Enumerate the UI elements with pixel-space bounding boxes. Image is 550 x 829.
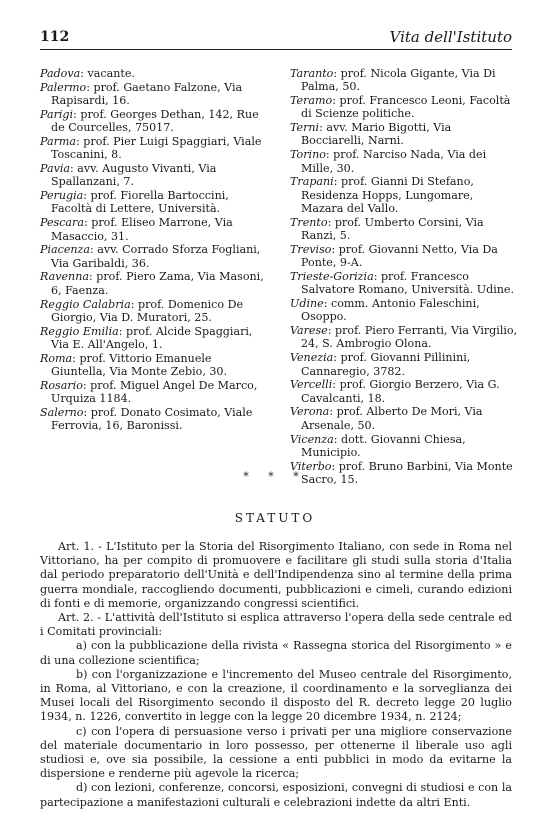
entry-text: prof. Alberto De Mori, Via Arsenale, 50.	[301, 405, 483, 432]
entry-text: prof. Nicola Gigante, Via Di Palma, 50.	[301, 67, 496, 94]
entry-text: prof. Miguel Angel De Marco, Urquiza 1184.	[51, 378, 258, 406]
entry-text: avv. Corrado Sforza Fogliani, Via Garibaldi, 36.	[51, 243, 261, 270]
list-item: Taranto: prof. Nicola Gigante, Via Di Palma, 50.	[290, 67, 496, 94]
entry-text: prof. Georges Dethan, 142, Rue de Courcelles, 75017.	[51, 107, 259, 135]
city-name: Salerno	[40, 405, 84, 419]
running-title: Vita dell'Istituto	[389, 28, 512, 46]
list-item: Palermo: prof. Gaetano Falzone, Via Rapisardi, 16.	[40, 80, 243, 108]
list-item: Parma: prof. Pier Luigi Spaggiari, Viale Toscanini, 8.	[40, 134, 262, 162]
list-item: Padova: vacante.	[40, 67, 135, 80]
entry-text: prof. Narciso Nada, Via dei Mille, 30.	[301, 148, 487, 175]
city-name: Parigi	[40, 107, 74, 121]
entry-text: prof. Eliseo Marrone, Via Masaccio, 31.	[51, 216, 233, 243]
entry-text: vacante.	[87, 67, 135, 80]
section-separator: * * *	[243, 470, 307, 483]
list-item: Vicenza: dott. Giovanni Chiesa, Municipio.	[290, 432, 466, 459]
entry-text: prof. Fiorella Bartoccini, Facoltà di Lettere, Università.	[51, 189, 229, 216]
list-item: Verona: prof. Alberto De Mori, Via Arsenale, 50.	[290, 405, 483, 432]
entry-text: prof. Gaetano Falzone, Via Rapisardi, 16.	[51, 80, 243, 108]
city-name: Terni	[290, 121, 320, 135]
entry-text: prof. Giorgio Berzero, Via G. Cavalcanti, 18.	[301, 378, 500, 405]
list-item: Varese: prof. Piero Ferranti, Via Virgilio, 24, S. Ambrogio Olona.	[290, 324, 518, 351]
city-name: Ravenna	[40, 270, 89, 284]
list-item: Treviso: prof. Giovanni Netto, Via Da Ponte, 9-A.	[290, 242, 498, 270]
city-name: Teramo	[290, 94, 333, 108]
city-name: Perugia	[40, 189, 84, 203]
list-item: Salerno: prof. Donato Cosimato, Viale Ferrovia, 16, Baronissi.	[40, 405, 253, 433]
list-item: Rosario: prof. Miguel Angel De Marco, Urquiza 1184.	[40, 378, 258, 406]
list-item: Venezia: prof. Giovanni Pillinini, Cannaregio, 3782.	[290, 351, 471, 378]
paragraph: b) con l'organizzazione e l'incremento del Museo centrale del Risorgimento, in Roma, al Vittoriano, e con la creazione, il coordinamento e la sorveglianza dei Musei locali del Risorgimento secondo il disposto del R. decreto legge 20 luglio 1934, n. 1226, convertito in legge con la legge 20 dicembre 1934, n. 2124;	[40, 667, 512, 724]
list-item: Piacenza: avv. Corrado Sforza Fogliani, Via Garibaldi, 36.	[40, 243, 261, 270]
list-item: Trapani: prof. Gianni Di Stefano, Residenza Hopps, Lungomare, Mazara del Vallo.	[290, 175, 474, 215]
entry-text: prof. Alcide Spaggiari, Via E. All'Angelo, 1.	[51, 324, 253, 351]
city-name: Piacenza	[40, 243, 91, 257]
entry-text: avv. Mario Bigotti, Via Bocciarelli, Narni.	[301, 121, 452, 148]
entry-text: comm. Antonio Faleschini, Osoppo.	[301, 297, 480, 324]
entry-text: prof. Pier Luigi Spaggiari, Viale Toscanini, 8.	[51, 134, 262, 162]
city-name: Vercelli	[290, 378, 333, 392]
list-item: Pescara: prof. Eliseo Marrone, Via Masaccio, 31.	[40, 216, 233, 243]
city-name: Treviso	[290, 242, 332, 256]
city-name: Parma	[40, 134, 77, 148]
entry-text: prof. Bruno Barbini, Via Monte Sacro, 15.	[301, 459, 513, 486]
list-item: Udine: comm. Antonio Faleschini, Osoppo.	[290, 297, 480, 324]
city-name: Vicenza	[290, 432, 334, 446]
city-name: Varese	[290, 324, 328, 338]
list-item: Trieste-Gorizia: prof. Francesco Salvatore Romano, Università. Udine.	[290, 269, 514, 297]
list-item: Teramo: prof. Francesco Leoni, Facoltà di Scienze politiche.	[290, 94, 511, 121]
entry-text: prof. Vittorio Emanuele Giuntella, Via Monte Zebio, 30.	[51, 351, 228, 379]
list-item: Torino: prof. Narciso Nada, Via dei Mille, 30.	[290, 148, 487, 175]
city-name: Torino	[290, 148, 326, 162]
city-name: Verona	[290, 405, 330, 419]
entry-text: prof. Piero Ferranti, Via Virgilio, 24, S. Ambrogio Olona.	[301, 324, 518, 351]
city-name: Rosario	[40, 378, 83, 392]
entry-text: prof. Umberto Corsini, Via Ranzi, 5.	[301, 215, 484, 243]
entry-text: avv. Augusto Vivanti, Via Spallanzani, 7.	[51, 162, 217, 189]
list-item: Ravenna: prof. Piero Zama, Via Masoni, 6, Faenza.	[40, 270, 264, 297]
page-header	[40, 27, 512, 50]
city-name: Pavia	[40, 162, 71, 176]
paragraph: Art. 2. - L'attività dell'Istituto si esplica attraverso l'opera della sede centrale ed i Comitati provinciali:	[40, 611, 512, 639]
city-name: Viterbo	[290, 459, 332, 473]
city-name: Reggio Emilia	[40, 324, 119, 338]
entry-text: dott. Giovanni Chiesa, Municipio.	[301, 432, 466, 459]
entry-text: prof. Francesco Salvatore Romano, Università. Udine.	[301, 269, 514, 297]
city-name: Padova	[40, 67, 81, 80]
entry-text: prof. Francesco Leoni, Facoltà di Scienze politiche.	[301, 94, 511, 121]
paragraph: Art. 1. - L'Istituto per la Storia del Risorgimento Italiano, con sede in Roma nel Vittoriano, ha per compito di promuovere e facilitare gli studi sulla storia d'Italia dal periodo preparatorio dell'Unità e dell'Indipendenza sino al termine della prima guerra mondiale, raccogliendo documenti, pubblicazioni e cimeli, curando edizioni di fonti e di memorie, organizzando congressi scientifici.	[40, 540, 512, 610]
list-item: Pavia: avv. Augusto Vivanti, Via Spallanzani, 7.	[40, 162, 217, 189]
paragraph: a) con la pubblicazione della rivista « Rassegna storica del Risorgimento » e di una collezione scientifica;	[40, 639, 512, 667]
paragraph: d) con lezioni, conferenze, concorsi, esposizioni, convegni di studiosi e con la partecipazione a manifestazioni culturali e celebrazioni indette da altri Enti.	[40, 781, 512, 809]
city-name: Taranto	[290, 67, 334, 80]
city-name: Palermo	[40, 80, 87, 94]
entry-text: prof. Giovanni Netto, Via Da Ponte, 9-A.	[301, 242, 498, 270]
entry-text: prof. Donato Cosimato, Viale Ferrovia, 16, Baronissi.	[51, 405, 253, 433]
list-item: Parigi: prof. Georges Dethan, 142, Rue de Courcelles, 75017.	[40, 107, 259, 135]
page-number: 112	[40, 29, 70, 45]
list-item: Viterbo: prof. Bruno Barbini, Via Monte Sacro, 15.	[290, 459, 513, 486]
list-item: Reggio Emilia: prof. Alcide Spaggiari, Via E. All'Angelo, 1.	[40, 324, 253, 351]
statute-body	[40, 540, 512, 810]
entry-text: prof. Piero Zama, Via Masoni, 6, Faenza.	[51, 270, 264, 297]
list-item: Vercelli: prof. Giorgio Berzero, Via G. Cavalcanti, 18.	[290, 378, 500, 405]
list-item: Terni: avv. Mario Bigotti, Via Bocciarelli, Narni.	[290, 121, 452, 148]
city-name: Pescara	[40, 216, 84, 230]
paragraph: c) con l'opera di persuasione verso i privati per una migliore conservazione del materiale documentario in loro possesso, per ottenerne il liberale uso agli studiosi e, ove sia possibile, la cessione a enti pubblici in modo da evitarne la dispersione e renderne più agevole la ricerca;	[40, 724, 512, 781]
city-name: Roma	[40, 351, 73, 365]
list-item: Roma: prof. Vittorio Emanuele Giuntella, Via Monte Zebio, 30.	[40, 351, 228, 379]
city-name: Udine	[290, 297, 324, 311]
list-item: Perugia: prof. Fiorella Bartoccini, Facoltà di Lettere, Università.	[40, 189, 229, 216]
city-name: Trieste-Gorizia	[290, 269, 374, 283]
entry-text: prof. Gianni Di Stefano, Residenza Hopps, Lungomare, Mazara del Vallo.	[301, 175, 474, 215]
city-name: Venezia	[290, 351, 334, 365]
list-item: Reggio Calabria: prof. Domenico De Giorgio, Via D. Muratori, 25.	[40, 297, 244, 324]
entry-text: prof. Giovanni Pillinini, Cannaregio, 3782.	[301, 351, 471, 378]
right-column	[290, 67, 518, 487]
list-item: Trento: prof. Umberto Corsini, Via Ranzi, 5.	[290, 215, 484, 243]
entry-text: prof. Domenico De Giorgio, Via D. Muratori, 25.	[51, 297, 244, 324]
city-name: Trapani	[290, 175, 334, 189]
city-name: Trento	[290, 215, 328, 229]
city-name: Reggio Calabria	[40, 297, 131, 311]
left-column	[40, 67, 268, 433]
section-title: STATUTO	[234, 511, 316, 525]
